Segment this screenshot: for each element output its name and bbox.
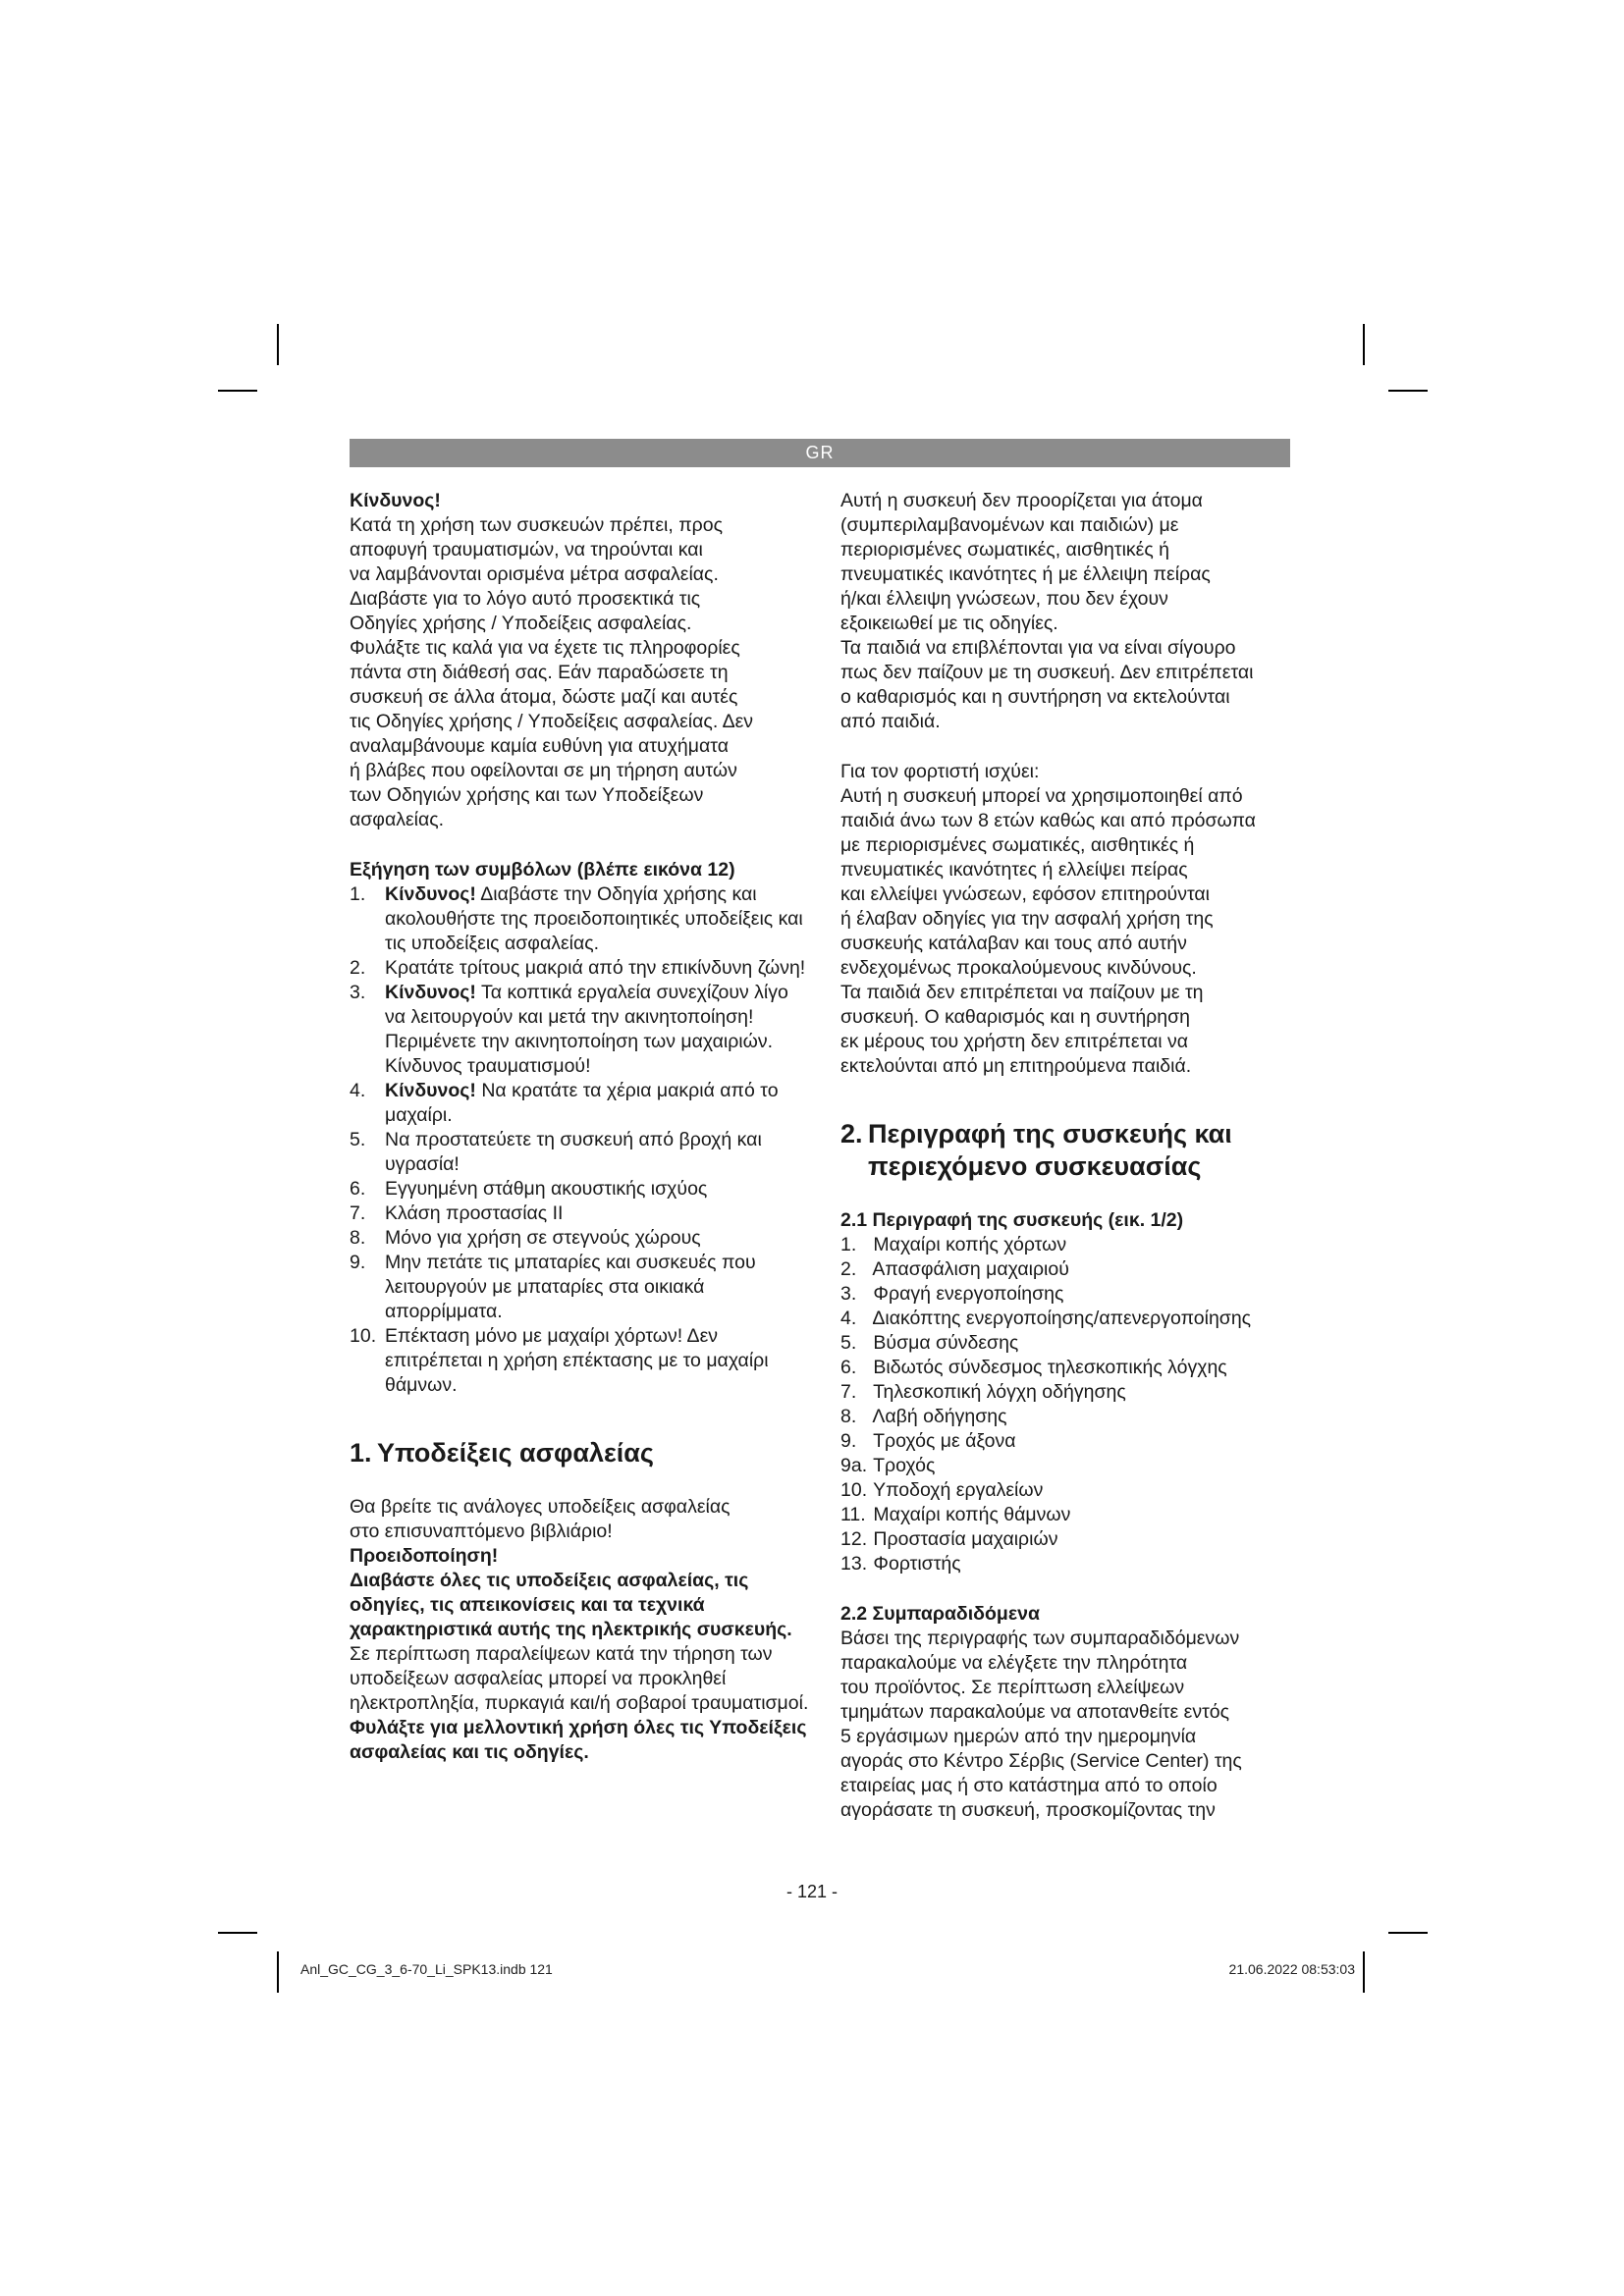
symbol-item-text: Κλάση προστασίας II bbox=[385, 1202, 564, 1224]
symbol-item-text: Τα κοπτικά εργαλεία συνεχίζουν λίγο να λειτουργούν και μετά την ακινητοποίηση! Περιμένετε την ακινητοποίηση των μαχαιριών. Κίνδυνος τραυματισμού! bbox=[385, 982, 788, 1077]
charger-line: συσκευή. Ο καθαρισμός και η συντήρηση bbox=[840, 1006, 1190, 1028]
warning-text: Σε περίπτωση παραλείψεων κατά την τήρηση των υποδείξεων ασφαλείας μπορεί να προκληθεί ηλεκτροπληξία, πυρκαγιά και/ή σοβαροί τραυματισμοί. bbox=[350, 1643, 809, 1714]
persons-line: Τα παιδιά να επιβλέπονται για να είναι σίγουρο bbox=[840, 637, 1236, 659]
part-item bbox=[840, 1331, 1294, 1356]
danger-title: Κίνδυνος! bbox=[350, 490, 441, 511]
symbol-item-text: Εγγυημένη στάθμη ακουστικής ισχύος bbox=[385, 1178, 708, 1200]
subsection-2-2-line: Βάσει της περιγραφής των συμπαραδιδόμενων bbox=[840, 1628, 1240, 1649]
section-2-heading bbox=[840, 1118, 1294, 1183]
part-item bbox=[840, 1429, 1294, 1454]
part-item-label: Μαχαίρι κοπής χόρτων bbox=[873, 1234, 1067, 1255]
warning-bold-text: Διαβάστε όλες τις υποδείξεις ασφαλείας, τις οδηγίες, τις απεικονίσεις και τα τεχνικά χαρακτηριστικά αυτής της ηλεκτρικής συσκευής. bbox=[350, 1570, 792, 1640]
crop-mark-bottom-left-vertical bbox=[277, 1951, 279, 1993]
danger-line: τις Οδηγίες χρήσης / Υποδείξεις ασφαλείας. Δεν bbox=[350, 711, 754, 732]
symbol-item bbox=[350, 882, 813, 956]
symbol-item-text: Να κρατάτε τα χέρια μακριά από το μαχαίρι. bbox=[385, 1080, 779, 1126]
danger-line: Οδηγίες χρήσης / Υποδείξεις ασφαλείας. bbox=[350, 613, 692, 634]
part-item-number: 6. bbox=[840, 1357, 857, 1378]
symbol-item-number: 3. bbox=[350, 982, 366, 1003]
crop-mark-top-left-horizontal bbox=[218, 390, 257, 392]
language-header-band bbox=[350, 439, 1290, 467]
parts-list bbox=[840, 1233, 1294, 1576]
part-item-label: Τροχός με άξονα bbox=[873, 1430, 1016, 1452]
charger-line: με περιορισμένες σωματικές, αισθητικές ή bbox=[840, 834, 1195, 856]
persons-line: ο καθαρισμός και η συντήρηση να εκτελούνται bbox=[840, 686, 1230, 708]
symbol-item bbox=[350, 1079, 813, 1128]
part-item bbox=[840, 1527, 1294, 1552]
subsection-2-2-line: εταιρείας μας ή στο κατάστημα από το οποίο bbox=[840, 1775, 1218, 1796]
symbol-item bbox=[350, 956, 813, 981]
persons-line: εξοικειωθεί με τις οδηγίες. bbox=[840, 613, 1058, 634]
section-2-title-line-1: Περιγραφή της συσκευής και bbox=[868, 1119, 1232, 1148]
part-item-label: Φραγή ενεργοποίησης bbox=[873, 1283, 1064, 1305]
right-column bbox=[840, 489, 1294, 1823]
part-item bbox=[840, 1454, 1294, 1478]
left-column bbox=[350, 489, 813, 1765]
danger-line: αποφυγή τραυματισμών, να τηρούνται και bbox=[350, 539, 703, 561]
part-item-label: Φορτιστής bbox=[873, 1553, 961, 1575]
part-item bbox=[840, 1380, 1294, 1405]
part-item bbox=[840, 1282, 1294, 1307]
symbol-item-number: 5. bbox=[350, 1129, 366, 1150]
part-item bbox=[840, 1405, 1294, 1429]
symbol-item bbox=[350, 981, 813, 1079]
charger-line: και ελλείψει γνώσεων, εφόσον επιτηρούνται bbox=[840, 883, 1211, 905]
part-item-label: Υποδοχή εργαλείων bbox=[873, 1479, 1044, 1501]
charger-line: ή έλαβαν οδηγίες για την ασφαλή χρήση της bbox=[840, 908, 1214, 930]
symbol-item bbox=[350, 1324, 813, 1398]
persons-paragraph bbox=[840, 489, 1294, 734]
part-item bbox=[840, 1552, 1294, 1576]
persons-line: από παιδιά. bbox=[840, 711, 941, 732]
symbols-list bbox=[350, 882, 813, 1398]
danger-paragraph bbox=[350, 513, 813, 832]
symbol-item-number: 2. bbox=[350, 957, 366, 979]
language-code: GR bbox=[805, 443, 835, 462]
crop-mark-bottom-left-horizontal bbox=[218, 1932, 257, 1934]
part-item-number: 1. bbox=[840, 1234, 857, 1255]
part-item-label: Βιδωτός σύνδεσμος τηλεσκοπικής λόγχης bbox=[873, 1357, 1227, 1378]
symbols-title: Εξήγηση των συμβόλων (βλέπε εικόνα 12) bbox=[350, 859, 735, 881]
danger-line: να λαμβάνονται ορισμένα μέτρα ασφαλείας. bbox=[350, 563, 719, 585]
keep-instructions: Φυλάξτε για μελλοντική χρήση όλες τις Υποδείξεις ασφαλείας και τις οδηγίες. bbox=[350, 1717, 807, 1763]
part-item-number: 13. bbox=[840, 1553, 868, 1575]
symbol-item-number: 8. bbox=[350, 1227, 366, 1249]
symbol-item-warning: Κίνδυνος! bbox=[385, 883, 476, 905]
warning-paragraph bbox=[350, 1569, 813, 1716]
symbol-item-number: 1. bbox=[350, 883, 366, 905]
part-item bbox=[840, 1478, 1294, 1503]
part-item-label: Τροχός bbox=[873, 1455, 936, 1476]
danger-line: πάντα στη διάθεσή σας. Εάν παραδώσετε τη bbox=[350, 662, 729, 683]
symbol-item-text: Μόνο για χρήση σε στεγνούς χώρους bbox=[385, 1227, 701, 1249]
subsection-2-2-paragraph bbox=[840, 1627, 1294, 1823]
subsection-2-2-line: του προϊόντος. Σε περίπτωση ελλείψεων bbox=[840, 1677, 1185, 1698]
symbol-item bbox=[350, 1251, 813, 1324]
symbol-item-number: 4. bbox=[350, 1080, 366, 1101]
part-item bbox=[840, 1233, 1294, 1257]
charger-line: ενδεχομένως προκαλούμενους κινδύνους. bbox=[840, 957, 1197, 979]
symbol-item-text: Να προστατεύετε τη συσκευή από βροχή και υγρασία! bbox=[385, 1129, 762, 1175]
charger-line: Αυτή η συσκευή μπορεί να χρησιμοποιηθεί από bbox=[840, 785, 1243, 807]
page-number: - 121 - bbox=[785, 1882, 839, 1901]
part-item bbox=[840, 1307, 1294, 1331]
danger-line: ασφαλείας. bbox=[350, 809, 445, 830]
symbol-item-text: Κρατάτε τρίτους μακριά από την επικίνδυνη ζώνη! bbox=[385, 957, 806, 979]
warning-title: Προειδοποίηση! bbox=[350, 1545, 499, 1567]
symbol-item-text: Επέκταση μόνο με μαχαίρι χόρτων! Δεν επιτρέπεται η χρήση επέκτασης με το μαχαίρι θάμνων. bbox=[385, 1325, 769, 1396]
subsection-2-2-line: 5 εργάσιμων ημερών από την ημερομηνία bbox=[840, 1726, 1197, 1747]
symbol-item bbox=[350, 1177, 813, 1201]
charger-line: εκ μέρους του χρήστη δεν επιτρέπεται να bbox=[840, 1031, 1189, 1052]
persons-line: ή/και έλλειψη γνώσεων, που δεν έχουν bbox=[840, 588, 1168, 610]
part-item-number: 9a. bbox=[840, 1455, 868, 1476]
charger-title: Για τον φορτιστή ισχύει: bbox=[840, 761, 1040, 782]
part-item-number: 9. bbox=[840, 1430, 857, 1452]
symbol-item bbox=[350, 1128, 813, 1177]
section-1-number: 1. bbox=[350, 1438, 372, 1468]
part-item-label: Διακόπτης ενεργοποίησης/απενεργοποίησης bbox=[872, 1308, 1252, 1329]
part-item bbox=[840, 1257, 1294, 1282]
crop-mark-bottom-right-horizontal bbox=[1388, 1932, 1428, 1934]
footer-file-name: Anl_GC_CG_3_6-70_Li_SPK13.indb 121 bbox=[300, 1961, 553, 1977]
part-item-number: 7. bbox=[840, 1381, 857, 1403]
charger-line: συσκευής κατάλαβαν και τους από αυτήν bbox=[840, 933, 1187, 954]
subsection-2-2-line: αγοράσατε τη συσκευή, προσκομίζοντας την bbox=[840, 1799, 1216, 1821]
symbol-item-warning: Κίνδυνος! bbox=[385, 1080, 476, 1101]
part-item-number: 2. bbox=[840, 1258, 857, 1280]
persons-line: περιορισμένες σωματικές, αισθητικές ή bbox=[840, 539, 1170, 561]
part-item-number: 12. bbox=[840, 1528, 868, 1550]
symbol-item-number: 7. bbox=[350, 1202, 366, 1224]
charger-line: παιδιά άνω των 8 ετών καθώς και από πρόσωπα bbox=[840, 810, 1256, 831]
danger-line: των Οδηγιών χρήσης και των Υποδείξεων bbox=[350, 784, 704, 806]
section-1-heading bbox=[350, 1437, 813, 1469]
section-1-intro bbox=[350, 1495, 813, 1544]
charger-line: Τα παιδιά δεν επιτρέπεται να παίζουν με τη bbox=[840, 982, 1204, 1003]
part-item-label: Βύσμα σύνδεσης bbox=[873, 1332, 1019, 1354]
subsection-2-2-line: παρακαλούμε να ελέγξετε την πληρότητα bbox=[840, 1652, 1188, 1674]
crop-mark-top-right-horizontal bbox=[1388, 390, 1428, 392]
symbol-item-warning: Κίνδυνος! bbox=[385, 982, 476, 1003]
symbol-item bbox=[350, 1226, 813, 1251]
danger-line: αναλαμβάνουμε καμία ευθύνη για ατυχήματα bbox=[350, 735, 729, 757]
section-1-title: Υποδείξεις ασφαλείας bbox=[377, 1438, 654, 1468]
danger-line: Διαβάστε για το λόγο αυτό προσεκτικά τις bbox=[350, 588, 701, 610]
persons-line: Αυτή η συσκευή δεν προορίζεται για άτομα bbox=[840, 490, 1203, 511]
persons-line: πως δεν παίζουν με τη συσκευή. Δεν επιτρέπεται bbox=[840, 662, 1254, 683]
symbol-item bbox=[350, 1201, 813, 1226]
part-item-number: 4. bbox=[840, 1308, 857, 1329]
charger-line: εκτελούνται από μη επιτηρούμενα παιδιά. bbox=[840, 1055, 1192, 1077]
crop-mark-top-right-vertical bbox=[1363, 324, 1365, 365]
part-item-label: Τηλεσκοπική λόγχη οδήγησης bbox=[873, 1381, 1126, 1403]
part-item bbox=[840, 1503, 1294, 1527]
subsection-2-1-title: 2.1 Περιγραφή της συσκευής (εικ. 1/2) bbox=[840, 1209, 1184, 1231]
persons-line: πνευματικές ικανότητες ή με έλλειψη πείρας bbox=[840, 563, 1211, 585]
section-1-intro-line: Θα βρείτε τις ανάλογες υποδείξεις ασφαλείας bbox=[350, 1496, 731, 1518]
part-item-label: Προστασία μαχαιριών bbox=[873, 1528, 1058, 1550]
charger-paragraph bbox=[840, 784, 1294, 1079]
part-item-number: 3. bbox=[840, 1283, 857, 1305]
part-item-number: 5. bbox=[840, 1332, 857, 1354]
danger-line: Κατά τη χρήση των συσκευών πρέπει, προς bbox=[350, 514, 723, 536]
subsection-2-2-line: τμημάτων παρακαλούμε να αποτανθείτε εντός bbox=[840, 1701, 1230, 1723]
persons-line: (συμπεριλαμβανομένων και παιδιών) με bbox=[840, 514, 1179, 536]
symbol-item-number: 10. bbox=[350, 1325, 377, 1347]
danger-line: Φυλάξτε τις καλά για να έχετε τις πληροφορίες bbox=[350, 637, 740, 659]
subsection-2-2-title: 2.2 Συμπαραδιδόμενα bbox=[840, 1603, 1040, 1625]
part-item-label: Μαχαίρι κοπής θάμνων bbox=[873, 1504, 1071, 1525]
subsection-2-2-line: αγοράς στο Κέντρο Σέρβις (Service Center) της bbox=[840, 1750, 1242, 1772]
symbol-item-number: 9. bbox=[350, 1252, 366, 1273]
part-item-label: Λαβή οδήγησης bbox=[872, 1406, 1007, 1427]
part-item-number: 10. bbox=[840, 1479, 868, 1501]
part-item-number: 8. bbox=[840, 1406, 857, 1427]
danger-line: συσκευή σε άλλα άτομα, δώστε μαζί και αυτές bbox=[350, 686, 738, 708]
symbol-item-number: 6. bbox=[350, 1178, 366, 1200]
symbol-item-text: Μην πετάτε τις μπαταρίες και συσκευές που λειτουργούν με μπαταρίες στα οικιακά απορρίμματα. bbox=[385, 1252, 756, 1322]
symbol-item-text: Διαβάστε την Οδηγία χρήσης και ακολουθήστε της προειδοποιητικές υποδείξεις και τις υποδείξεις ασφαλείας. bbox=[385, 883, 803, 954]
crop-mark-bottom-right-vertical bbox=[1363, 1951, 1365, 1993]
charger-line: πνευματικές ικανότητες ή ελλείψει πείρας bbox=[840, 859, 1188, 881]
danger-line: ή βλάβες που οφείλονται σε μη τήρηση αυτών bbox=[350, 760, 737, 781]
part-item-number: 11. bbox=[840, 1504, 866, 1525]
section-2-title-line-2: περιεχόμενο συσκευασίας bbox=[868, 1151, 1202, 1181]
part-item bbox=[840, 1356, 1294, 1380]
footer-timestamp: 21.06.2022 08:53:03 bbox=[1228, 1961, 1355, 1977]
section-1-intro-line: στο επισυναπτόμενο βιβλιάριο! bbox=[350, 1521, 613, 1542]
crop-mark-top-left-vertical bbox=[277, 324, 279, 365]
part-item-label: Απασφάλιση μαχαιριού bbox=[872, 1258, 1069, 1280]
section-2-number: 2. bbox=[840, 1119, 863, 1148]
